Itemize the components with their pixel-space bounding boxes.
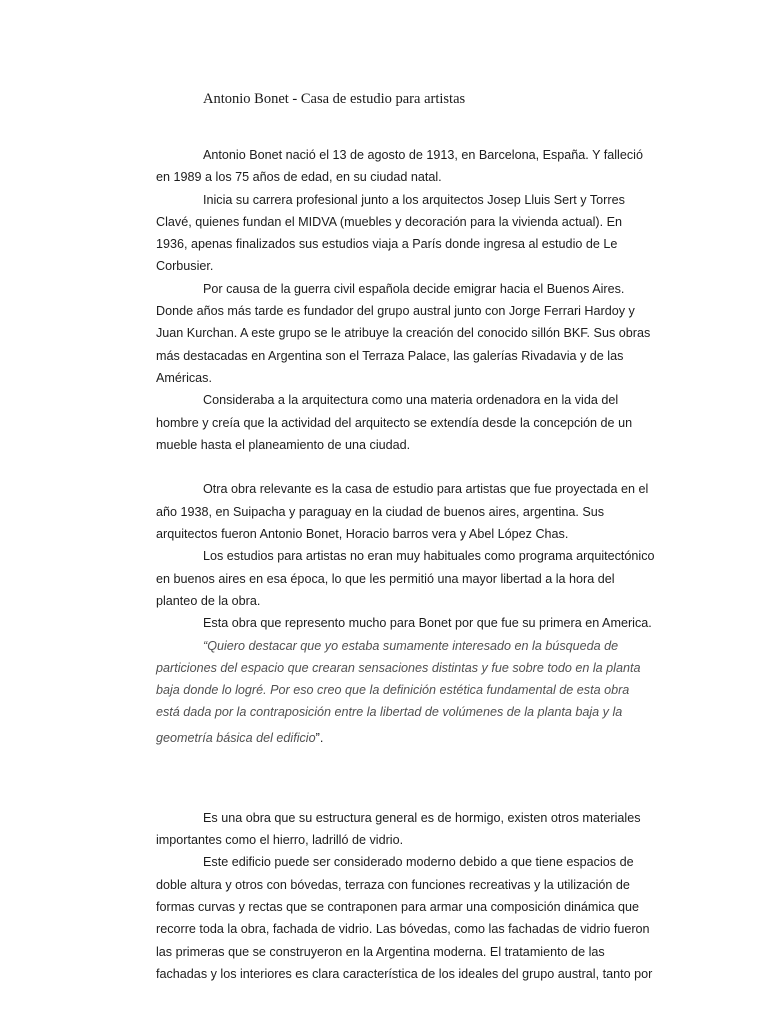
- quote-line: está dada por la contraposición entre la libertad de volúmenes de la planta baja y la: [156, 705, 623, 720]
- text-line: hombre y creía que la actividad del arquitecto se extendía desde la concepción de un: [156, 415, 633, 430]
- text-line: Donde años más tarde es fundador del grupo austral junto con Jorge Ferrari Hardoy y: [156, 304, 635, 319]
- quote-text: geometría básica del edificio: [156, 730, 316, 745]
- document-title: Antonio Bonet - Casa de estudio para artistas: [203, 91, 466, 107]
- text-line: formas curvas y rectas que se contraponen para armar una composición dinámica que: [156, 899, 640, 914]
- text-line: Inicia su carrera profesional junto a los arquitectos Josep Lluis Sert y Torres: [203, 192, 625, 207]
- text-line: las primeras que se construyeron en la Argentina moderna. El tratamiento de las: [156, 944, 605, 959]
- quote-line: “Quiero destacar que yo estaba sumamente interesado en la búsqueda de: [203, 638, 619, 653]
- text-line: Otra obra relevante es la casa de estudio para artistas que fue proyectada en el: [203, 482, 649, 497]
- quote-last-line: [156, 724, 666, 752]
- text-line: Américas.: [156, 370, 212, 385]
- text-line: Es una obra que su estructura general es de hormigo, existen otros materiales: [203, 810, 641, 825]
- text-line: Consideraba a la arquitectura como una materia ordenadora en la vida del: [203, 393, 619, 408]
- text-line: Antonio Bonet nació el 13 de agosto de 1913, en Barcelona, España. Y falleció: [203, 148, 643, 162]
- quote-line: particiones del espacio que crearan sensaciones distintas y fue sobre todo en la planta: [156, 660, 641, 675]
- text-line: Corbusier.: [156, 259, 214, 274]
- text-line: más destacadas en Argentina son el Terraza Palace, las galerías Rivadavia y de las: [156, 348, 624, 363]
- text-line: en 1989 a los 75 años de edad, en su ciudad natal.: [156, 170, 442, 185]
- text-line: planteo de la obra.: [156, 593, 261, 608]
- text-line: Clavé, quienes fundan el MIDVA (muebles y decoración para la vivienda actual). En: [156, 214, 622, 229]
- document-body: [156, 144, 666, 985]
- quote-close: ”.: [315, 730, 324, 745]
- text-line: Juan Kurchan. A este grupo se le atribuye la creación del conocido sillón BKF. Sus obras: [156, 326, 651, 341]
- text-line: 1936, apenas finalizados sus estudios viaja a París donde ingresa al estudio de Le: [156, 237, 618, 252]
- text-line: doble altura y otros con bóvedas, terraza con funciones recreativas y la utilización de: [156, 877, 630, 892]
- text-line: Este edificio puede ser considerado moderno debido a que tiene espacios de: [203, 855, 634, 870]
- text-line: recorre toda la obra, fachada de vidrio. Las bóvedas, como las fachadas de vidrio fueron: [156, 922, 650, 937]
- blank-line: [156, 456, 666, 478]
- text-line: Los estudios para artistas no eran muy habituales como programa arquitectónico: [203, 549, 655, 564]
- text-line: en buenos aires en esa época, lo que les permitió una mayor libertad a la hora del: [156, 571, 615, 586]
- text-line: arquitectos fueron Antonio Bonet, Horacio barros vera y Abel López Chas.: [156, 527, 569, 542]
- text-line: fachadas y los interiores es clara característica de los ideales del grupo austral, tanto por: [156, 966, 653, 981]
- text-line: importantes como el hierro, ladrilló de vidrio.: [156, 833, 404, 848]
- text-line: Esta obra que represento mucho para Bonet por que fue su primera en America.: [203, 616, 652, 631]
- text-line: Por causa de la guerra civil española decide emigrar hacia el Buenos Aires.: [203, 281, 625, 296]
- quote-line: baja donde lo logré. Por eso creo que la definición estética fundamental de esta obra: [156, 683, 630, 698]
- text-line: año 1938, en Suipacha y paraguay en la ciudad de buenos aires, argentina. Sus: [156, 504, 605, 519]
- blank-line: [156, 752, 666, 807]
- text-line: mueble hasta el planeamiento de una ciudad.: [156, 437, 411, 452]
